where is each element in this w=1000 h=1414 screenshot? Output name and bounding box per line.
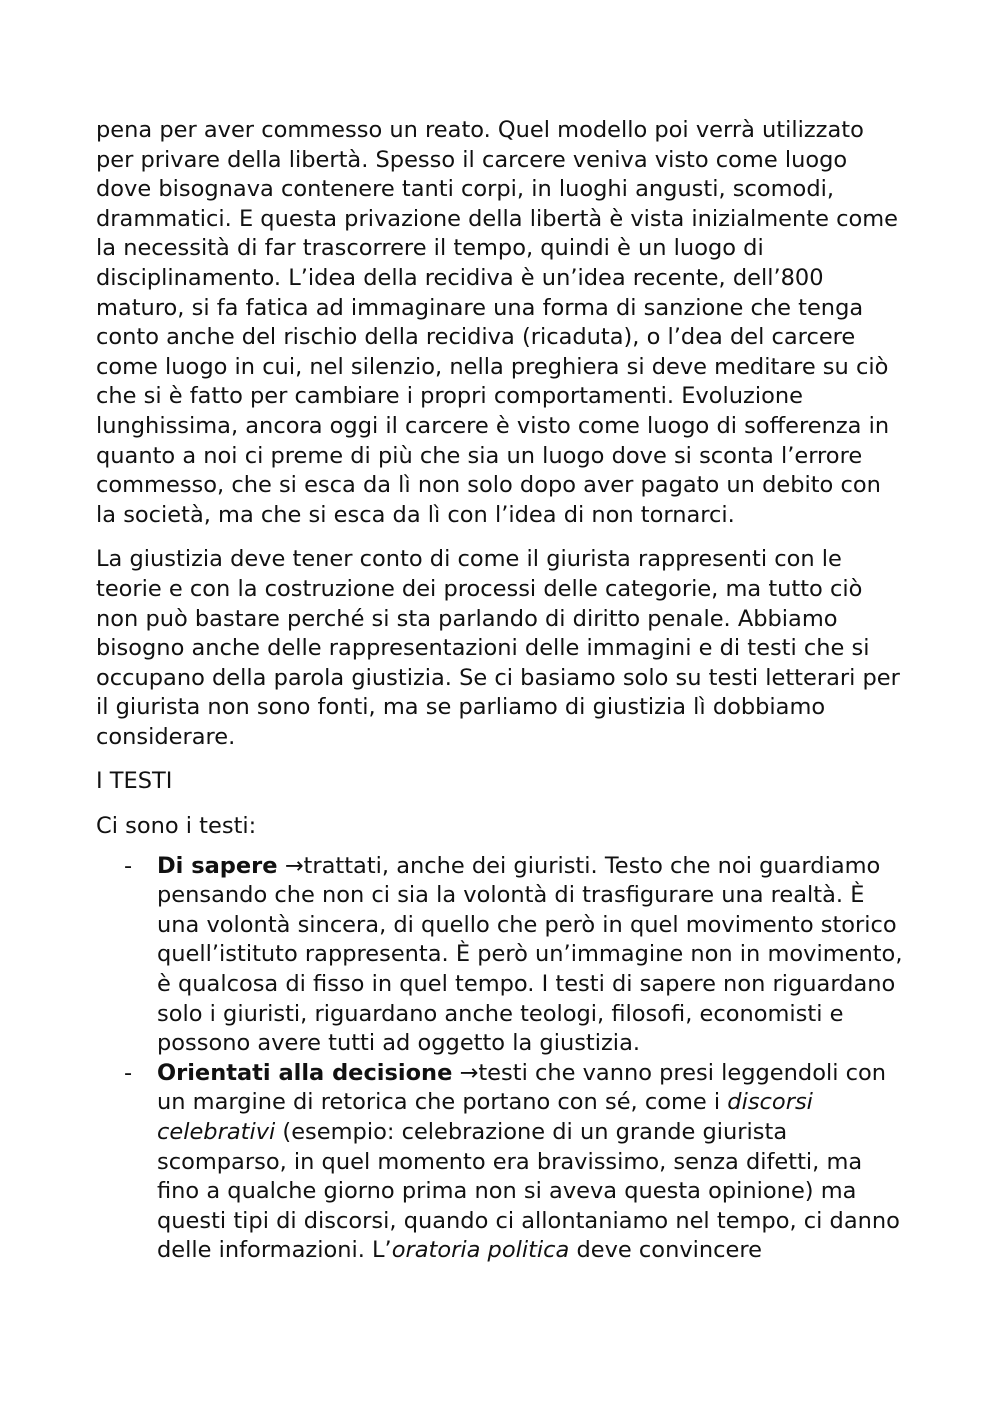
list-item-term: Di sapere [157,852,278,879]
list-bullet: - [124,1059,133,1086]
list-item-text: deve convincere [569,1237,762,1264]
list-item-text: trattati, anche dei giuristi. Testo che noi guardiamo pensando che non ci sia la volontà di trasfigurare una realtà. È una volontà sincera, di quello che però in quel movimento storico quell’istituto rappresenta. È però un’immagine non in movimento, è qualcosa di fisso in quel tempo. I testi di sapere non riguardano solo i giuristi, riguardano anche teologi, filosofi, economisti e possono avere tutti ad oggetto la giustizia. [157,852,903,1057]
arrow-icon: → [284,852,304,879]
arrow-icon: → [459,1059,479,1086]
italic-term: discorsi celebrativi [157,1089,813,1145]
list-item-di-sapere [96,852,908,1059]
italic-term: oratoria politica [391,1237,570,1264]
list-item-orientati [96,1059,908,1266]
list-bullet: - [124,852,133,879]
document-page [96,116,908,1266]
list-item-text: testi che vanno presi leggendoli con un margine di retorica che portano con sé, come i [157,1059,887,1116]
list-intro: Ci sono i testi: [96,813,257,840]
paragraph-justice: La giustizia deve tener conto di come il giurista rappresenti con le teorie e con la costruzione dei processi delle categorie, ma tutto ciò non può bastare perché si sta parlando di diritto penale. Abbiamo bisogno anche delle rappresentazioni delle immagini e di testi che si occupano della parola giustizia. Se ci basiamo solo su testi letterari per il giurista non sono fonti, ma se parliamo di giustizia lì dobbiamo considerare. [96,546,900,750]
list-item-term: Orientati alla decisione [157,1059,453,1086]
text-types-list [96,852,908,1266]
paragraph-prison: pena per aver commesso un reato. Quel modello poi verrà utilizzato per privare della libertà. Spesso il carcere veniva visto come luogo dove bisognava contenere tanti corpi, in luoghi angusti, scomodi, drammatici. E questa privazione della libertà è vista inizialmente come la necessità di far trascorrere il tempo, quindi è un luogo di disciplinamento. L’idea della recidiva è un’idea recente, dell’800 maturo, si fa fatica ad immaginare una forma di sanzione che tenga conto anche del rischio della recidiva (ricaduta), o l’dea del carcere come luogo in cui, nel silenzio, nella preghiera si deve meditare su ciò che si è fatto per cambiare i propri comportamenti. Evoluzione lunghissima, ancora oggi il carcere è visto come luogo di sofferenza in quanto a noi ci preme di più che sia un luogo dove si sconta l’errore commesso, che si esca da lì non solo dopo aver pagato un debito con la società, ma che si esca da lì con l’idea di non tornarci. [96,117,899,528]
section-heading: I TESTI [96,768,173,795]
list-item-text: (esempio: celebrazione di un grande giurista scomparso, in quel momento era bravissimo, senza difetti, ma fino a qualche giorno prima non si aveva questa opinione) ma questi tipi di discorsi, quando ci allontaniamo nel tempo, ci danno delle informazioni. L’ [157,1119,900,1264]
